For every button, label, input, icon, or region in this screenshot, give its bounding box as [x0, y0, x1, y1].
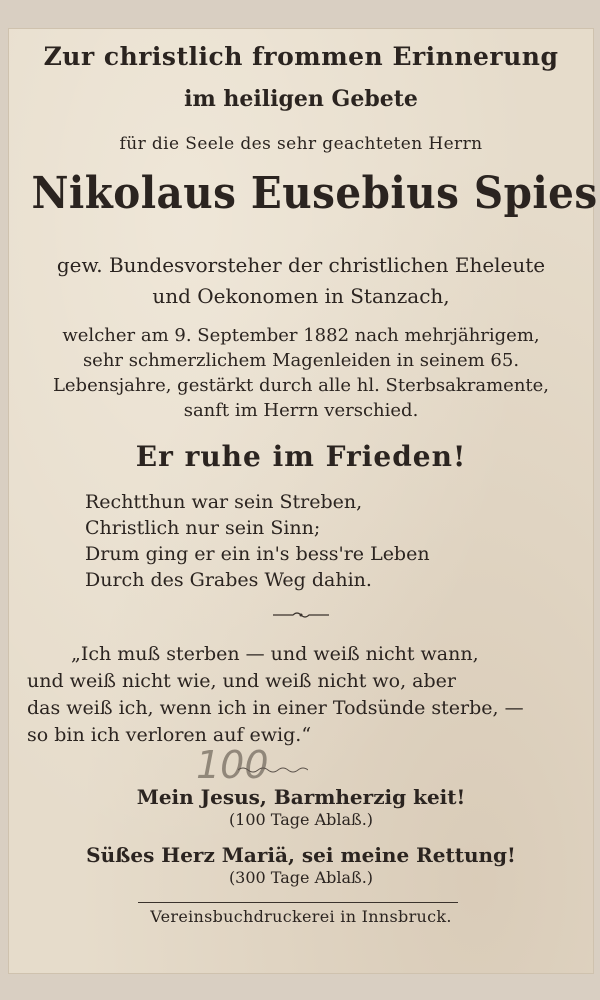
- ornament-divider-icon: [271, 610, 331, 620]
- handwritten-annotation: 100: [196, 743, 269, 787]
- header-line-1: Zur christlich frommen Erinnerung: [43, 42, 559, 71]
- death-line-2: sehr schmerzlichem Magenleiden in seinem 65.: [82, 350, 520, 371]
- death-line-4: sanft im Herrn verschied.: [183, 400, 419, 421]
- rest-in-peace-heading: Er ruhe im Frieden!: [135, 440, 467, 473]
- death-line-3: Lebensjahre, gestärkt durch alle hl. Sterbsakramente,: [52, 375, 550, 396]
- verse-line: Rechtthun war sein Streben,: [85, 491, 363, 513]
- decorative-squiggle-icon: [238, 766, 308, 774]
- prayer-1-indulgence: (100 Tage Ablaß.): [228, 810, 374, 829]
- header-line-2: im heiligen Gebete: [184, 86, 418, 112]
- header-line-3: für die Seele des sehr geachteten Herrn: [119, 134, 483, 154]
- death-line-1: welcher am 9. September 1882 nach mehrjährigem,: [62, 325, 540, 346]
- role-line-2: und Oekonomen in Stanzach,: [152, 284, 450, 308]
- role-line-1: gew. Bundesvorsteher der christlichen Eheleute: [56, 253, 546, 277]
- deceased-name: Nikolaus Eusebius Spies: [31, 168, 598, 219]
- divider-rule: [138, 902, 458, 903]
- prayer-1: Mein Jesus, Barmherzig keit!: [136, 785, 466, 809]
- quote-line: und weiß nicht wie, und weiß nicht wo, aber: [27, 670, 456, 692]
- verse-line: Christlich nur sein Sinn;: [85, 517, 321, 539]
- printer-imprint: Vereinsbuchdruckerei in Innsbruck.: [150, 907, 452, 926]
- prayer-2-indulgence: (300 Tage Ablaß.): [228, 868, 374, 887]
- verse-line: Drum ging er ein in's bess're Leben: [85, 543, 430, 565]
- verse-line: Durch des Grabes Weg dahin.: [85, 569, 372, 591]
- memorial-card: [8, 28, 598, 974]
- quote-line: so bin ich verloren auf ewig.“: [27, 724, 312, 746]
- quote-line: das weiß ich, wenn ich in einer Todsünde sterbe, —: [27, 697, 524, 719]
- prayer-2: Süßes Herz Mariä, sei meine Rettung!: [86, 843, 516, 867]
- quote-line: „Ich muß sterben — und weiß nicht wann,: [71, 643, 479, 665]
